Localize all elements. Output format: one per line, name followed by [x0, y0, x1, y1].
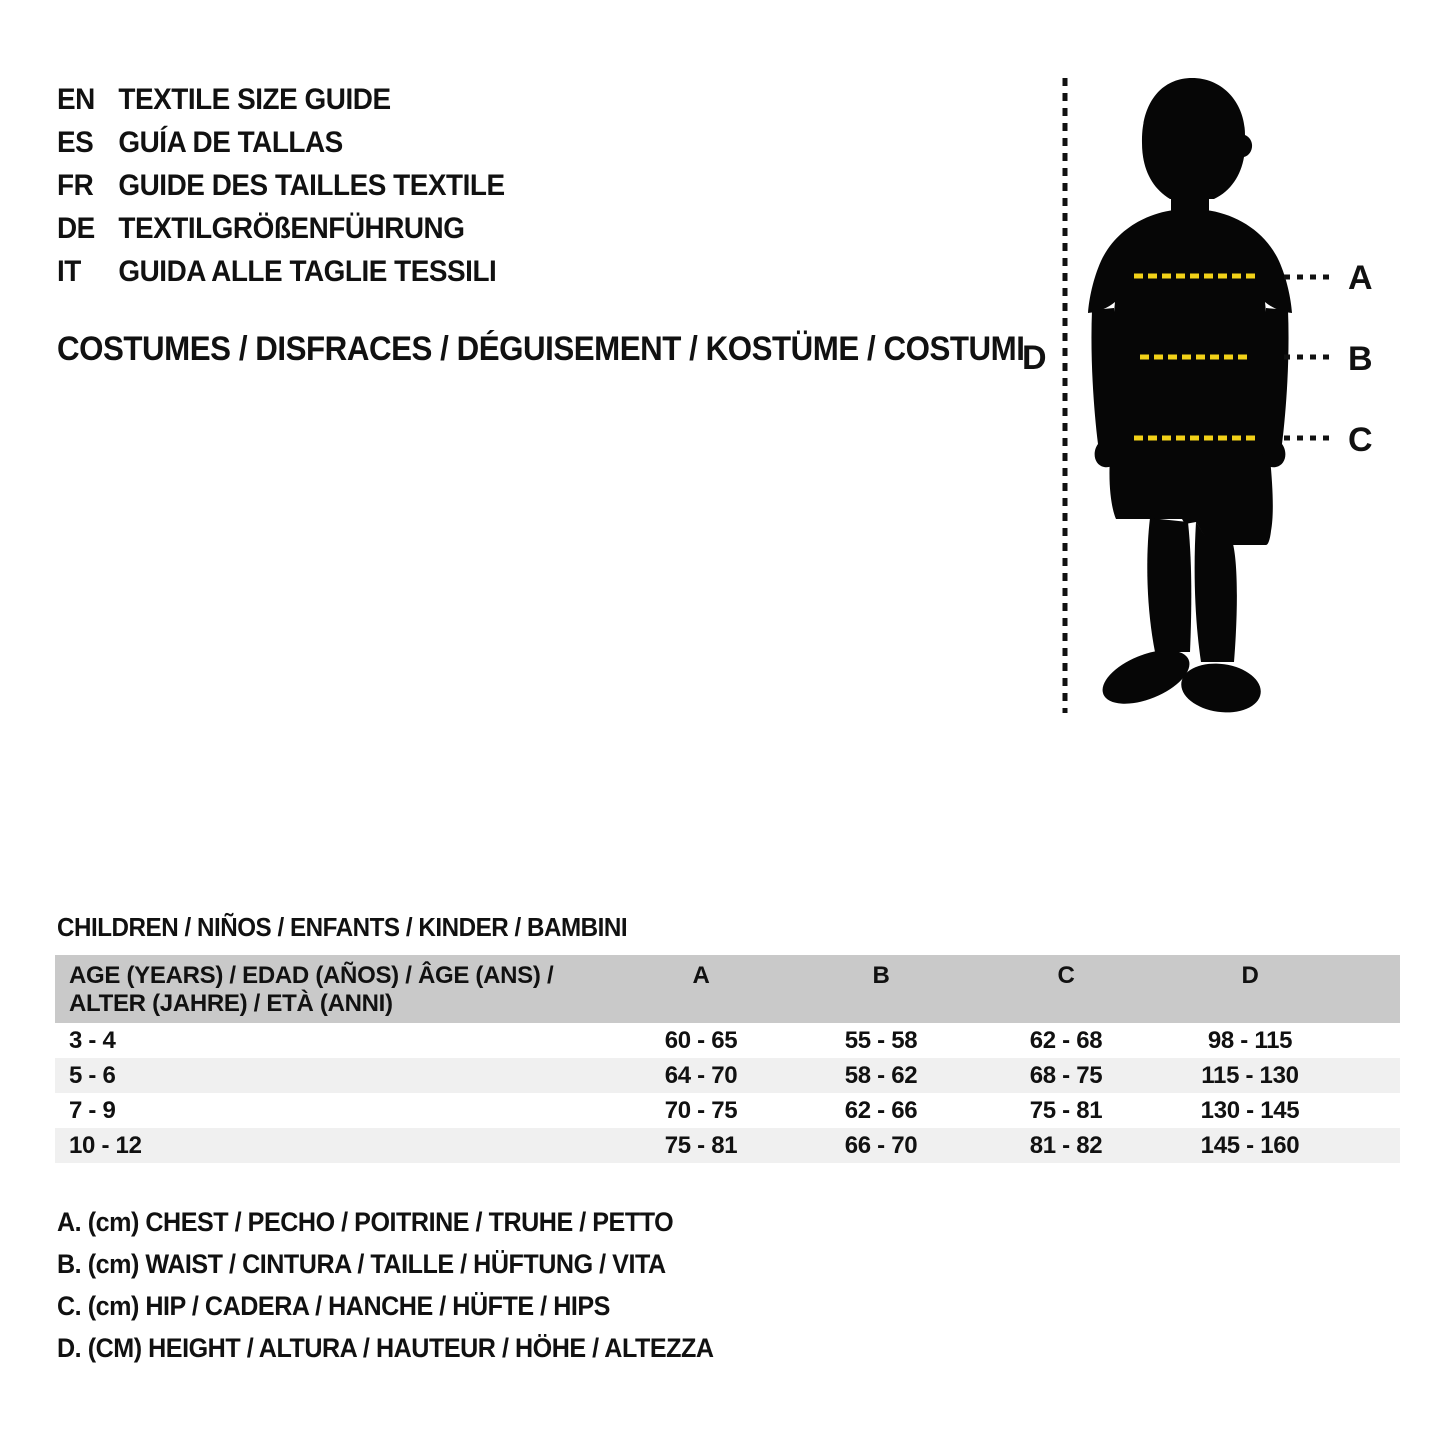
hip-value-cell: 68 - 75 — [1029, 1061, 1103, 1089]
measurement-legend — [57, 1201, 763, 1369]
column-header-c: C — [1057, 962, 1075, 989]
column-header-a: A — [692, 962, 710, 989]
figure-label-c: C — [1348, 421, 1373, 459]
silhouette-left-arm — [1091, 308, 1117, 467]
language-row — [57, 207, 505, 250]
figure-label-a: A — [1348, 259, 1373, 297]
language-code: DE — [57, 211, 95, 245]
size-table-body — [55, 1023, 1400, 1163]
waist-value-cell: 55 - 58 — [844, 1026, 918, 1054]
hip-value-cell: 62 - 68 — [1029, 1026, 1103, 1054]
chest-value-cell: 75 - 81 — [664, 1131, 738, 1159]
silhouette-shorts — [1109, 458, 1272, 545]
age-header-line1: AGE (YEARS) / EDAD (AÑOS) / ÂGE (ANS) / — [69, 962, 554, 989]
waist-value-cell: 66 - 70 — [844, 1131, 918, 1159]
language-code: IT — [57, 254, 81, 288]
language-row — [57, 78, 505, 121]
waist-value-cell: 62 - 66 — [844, 1096, 918, 1124]
silhouette-left-leg — [1147, 518, 1191, 652]
column-header-b: B — [872, 962, 890, 989]
header-spacer — [1339, 955, 1400, 1023]
legend-line: D. (CM) HEIGHT / ALTURA / HAUTEUR / HÖHE / ALTEZZA — [57, 1332, 714, 1363]
child-silhouette — [1088, 78, 1292, 717]
child-measurement-figure — [1000, 60, 1445, 740]
height-value-cell: 115 - 130 — [1201, 1061, 1299, 1089]
chest-value-cell: 60 - 65 — [664, 1026, 738, 1054]
silhouette-torso — [1088, 210, 1292, 462]
language-row — [57, 250, 505, 293]
height-value-cell: 145 - 160 — [1200, 1131, 1300, 1159]
figure-label-b: B — [1348, 340, 1373, 378]
language-title: GUIDE DES TAILLES TEXTILE — [118, 168, 505, 202]
language-title: TEXTILE SIZE GUIDE — [118, 82, 391, 116]
hip-value-cell: 81 - 82 — [1029, 1131, 1103, 1159]
figure-label-d: D — [1022, 339, 1047, 377]
language-code: EN — [57, 82, 95, 116]
language-row — [57, 121, 505, 164]
children-section-title: CHILDREN / NIÑOS / ENFANTS / KINDER / BAMBINI — [57, 912, 628, 942]
chest-value-cell: 64 - 70 — [664, 1061, 738, 1089]
age-header-line2: ALTER (JAHRE) / ETÀ (ANNI) — [69, 990, 393, 1017]
column-header-d: D — [1241, 962, 1259, 989]
age-cell: 7 - 9 — [69, 1096, 116, 1124]
age-cell: 10 - 12 — [69, 1131, 142, 1159]
legend-line: C. (cm) HIP / CADERA / HANCHE / HÜFTE / HIPS — [57, 1290, 610, 1321]
chest-value-cell: 70 - 75 — [664, 1096, 738, 1124]
silhouette-right-arm — [1262, 308, 1288, 467]
language-code: ES — [57, 125, 94, 159]
waist-value-cell: 58 - 62 — [844, 1061, 918, 1089]
table-row — [55, 1023, 1400, 1058]
category-title: COSTUMES / DISFRACES / DÉGUISEMENT / KOSTÜME / COSTUMI — [57, 330, 1025, 368]
language-title: GUÍA DE TALLAS — [118, 125, 343, 159]
age-cell: 3 - 4 — [69, 1026, 116, 1054]
language-row — [57, 164, 505, 207]
hip-value-cell: 75 - 81 — [1029, 1096, 1103, 1124]
language-code: FR — [57, 168, 94, 202]
language-title: TEXTILGRÖßENFÜHRUNG — [118, 211, 465, 245]
children-size-table — [55, 955, 1400, 1163]
silhouette-head — [1142, 78, 1252, 199]
age-cell: 5 - 6 — [69, 1061, 116, 1089]
age-header-cell — [55, 955, 611, 1023]
table-row — [55, 1058, 1400, 1093]
language-title: GUIDA ALLE TAGLIE TESSILI — [118, 254, 497, 288]
size-table-header — [55, 955, 1400, 1023]
table-row — [55, 1093, 1400, 1128]
table-row — [55, 1128, 1400, 1163]
legend-line: B. (cm) WAIST / CINTURA / TAILLE / HÜFTUNG / VITA — [57, 1248, 666, 1279]
height-value-cell: 130 - 145 — [1200, 1096, 1300, 1124]
legend-line: A. (cm) CHEST / PECHO / POITRINE / TRUHE / PETTO — [57, 1206, 674, 1237]
language-title-list — [57, 78, 538, 293]
height-value-cell: 98 - 115 — [1207, 1026, 1293, 1054]
silhouette-right-shoe — [1178, 659, 1264, 718]
